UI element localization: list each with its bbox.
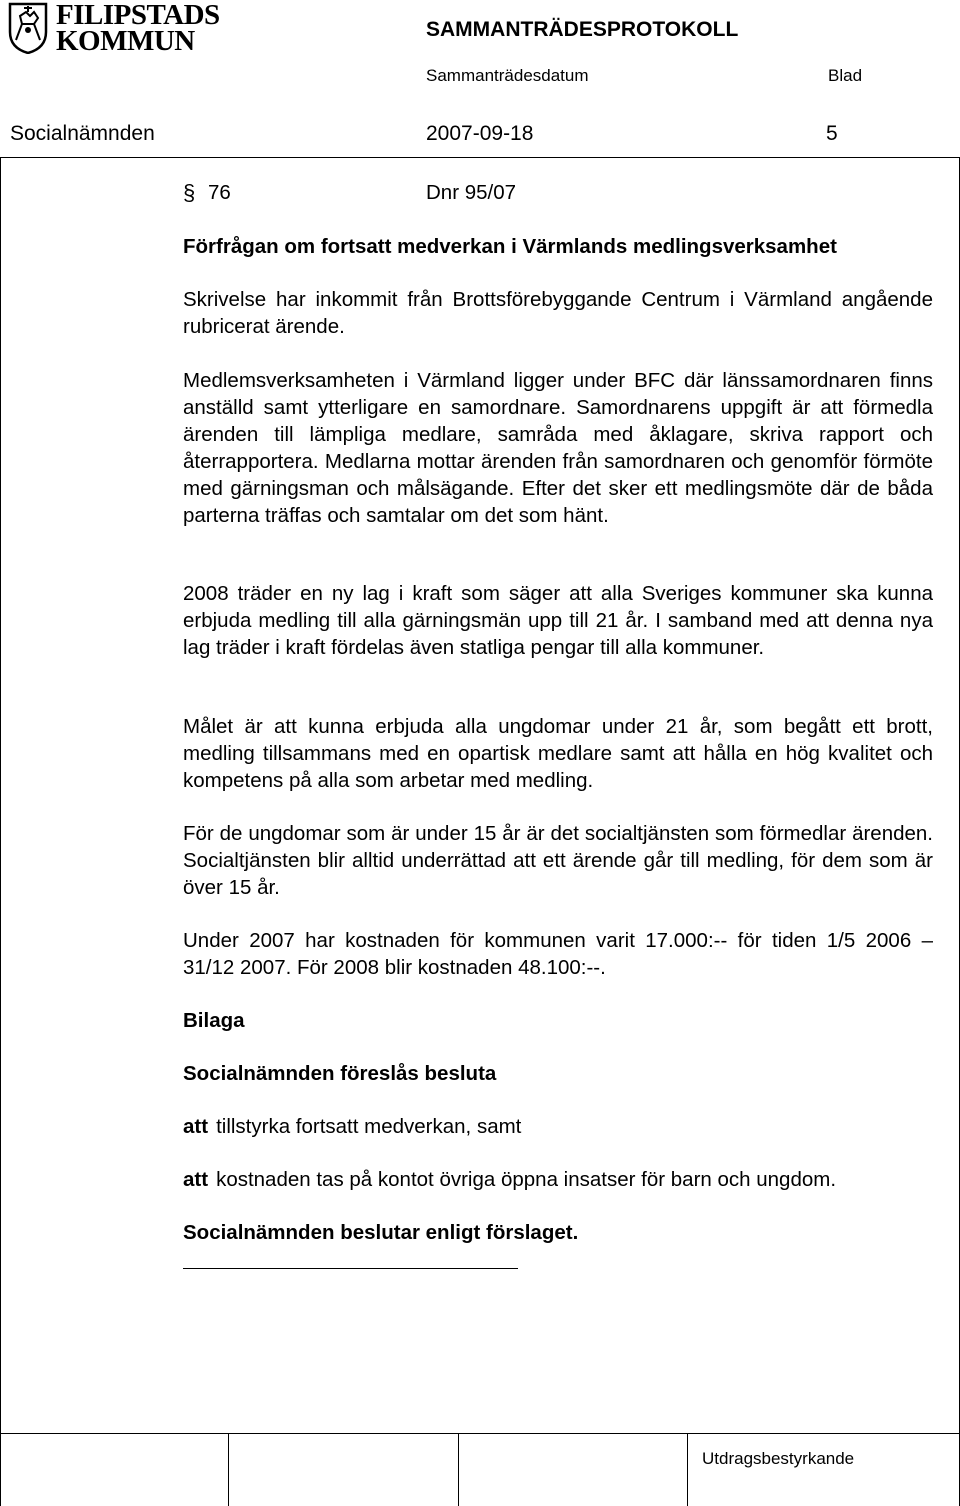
item-number: 76 xyxy=(208,181,231,204)
proposal-heading: Socialnämnden föreslås besluta xyxy=(183,1062,497,1085)
att-keyword: att xyxy=(183,1115,209,1138)
coat-of-arms-icon xyxy=(8,2,48,54)
attachment-heading: Bilaga xyxy=(183,1009,245,1032)
certification-label: Utdragsbestyrkande xyxy=(702,1449,855,1468)
att-clause-text: tillstyrka fortsatt medverkan, samt xyxy=(216,1115,522,1138)
org-name xyxy=(56,0,220,57)
diary-number: Dnr 95/07 xyxy=(426,181,517,204)
meeting-date-label: Sammanträdesdatum xyxy=(426,66,589,85)
body-paragraph: Medlemsverksamheten i Värmland ligger under BFC där länssamordnaren finns anställd samt ytterligare en samordnare. Samordnarens uppgift är att förmedla ärenden till lämpliga medlare, samråda med åklagare, skriva rapport och återrapportera. Medlarna mottar ärenden från samordnaren och genomför förmöte med gärningsman och målsägande. Efter det sker ett medlingsmöte där de båda parterna träffas och samtalar om det som hänt. xyxy=(183,369,933,527)
item-title: Förfrågan om fortsatt medverkan i Värmlands medlingsverksamhet xyxy=(183,235,837,258)
body-paragraph: 2008 träder en ny lag i kraft som säger att alla Sveriges kommuner ska kunna erbjuda medling till alla gärningsmän upp till 21 år. I samband med att denna nya lag träder i kraft fördelas även statliga pengar till alla kommuner. xyxy=(183,582,933,659)
att-clause-text: kostnaden tas på kontot övriga öppna insatser för barn och ungdom. xyxy=(216,1168,837,1191)
signature-box-divider xyxy=(458,1433,459,1506)
frame-top-rule xyxy=(0,157,960,158)
footer-rule xyxy=(0,1433,960,1434)
page-number: 5 xyxy=(826,122,838,145)
meeting-date: 2007-09-18 xyxy=(426,122,534,145)
body-paragraph: Målet är att kunna erbjuda alla ungdomar under 21 år, som begått ett brott, medling tillsammans med en opartisk medlare samt att hålla en hög kvalitet och kompetens på alla som arbetar med medling. xyxy=(183,715,933,792)
document-title: SAMMANTRÄDESPROTOKOLL xyxy=(426,18,739,41)
body-paragraph: För de ungdomar som är under 15 år är det socialtjänsten som förmedlar ärenden. Socialtjänsten blir alltid underrättad att ett ärende går till medling, för dem som är över 15 år. xyxy=(183,822,933,899)
decision-text: Socialnämnden beslutar enligt förslaget. xyxy=(183,1221,579,1244)
page-label: Blad xyxy=(828,66,863,85)
body-paragraph: Under 2007 har kostnaden för kommunen varit 17.000:-- för tiden 1/5 2006 – 31/12 2007. För 2008 blir kostnaden 48.100:--. xyxy=(183,929,933,979)
committee-name: Socialnämnden xyxy=(10,122,155,145)
signature-box-divider xyxy=(228,1433,229,1506)
org-name-line1: FILIPSTADS xyxy=(56,0,220,31)
signature-box-divider xyxy=(687,1433,688,1506)
att-keyword: att xyxy=(183,1168,209,1191)
att-clause xyxy=(183,1168,836,1192)
end-rule xyxy=(183,1268,518,1269)
org-name-line2: KOMMUN xyxy=(56,25,195,57)
body-paragraph: Skrivelse har inkommit från Brottsförebyggande Centrum i Värmland angående rubricerat ärende. xyxy=(183,288,933,338)
att-clause xyxy=(183,1115,521,1139)
frame-left-rule xyxy=(0,157,1,1506)
paragraph-symbol: § xyxy=(183,180,196,205)
municipality-logo xyxy=(8,0,220,57)
